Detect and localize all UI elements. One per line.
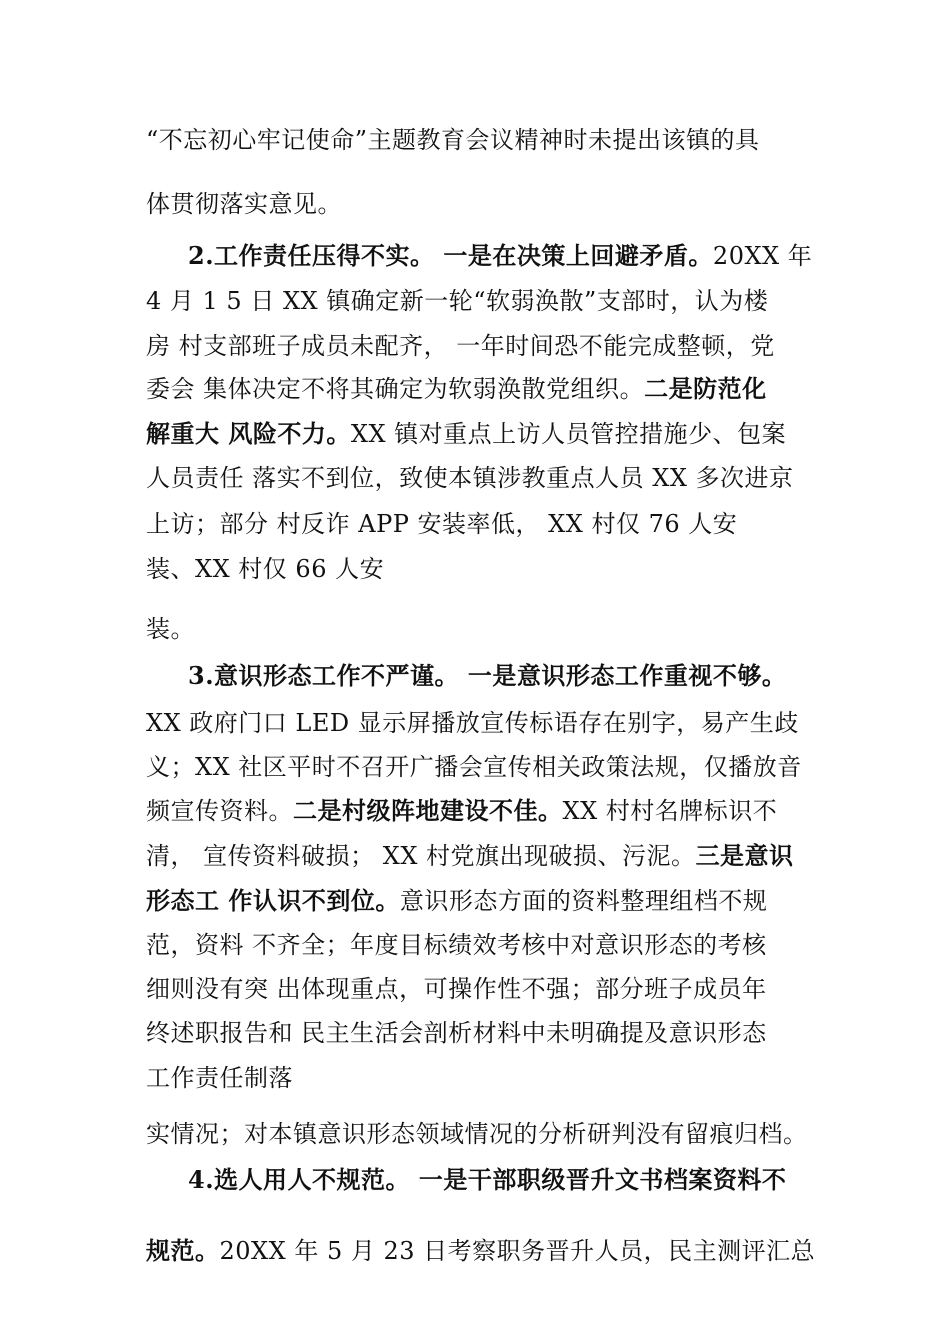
text-run: 房 村支部班子成员未配齐， 一年时间恐不能完成整顿，党 (146, 332, 775, 360)
text-line (146, 373, 767, 405)
text-line (188, 1164, 786, 1196)
text-run: 体贯彻落实意见。 (146, 190, 342, 218)
text-run: 意识形态方面的资料整理组档不规 (399, 887, 768, 915)
bold-text-run: 二是村级阵地建设不佳。 (293, 796, 563, 825)
text-line (146, 751, 802, 783)
text-line (146, 795, 777, 827)
text-run: 清， 宣传资料破损； XX 村党旗出现破损、污泥。 (146, 842, 696, 870)
text-run: 人员责任 落实不到位，致使本镇涉教重点人员 XX 多次进京 (146, 464, 794, 492)
text-line (146, 1017, 767, 1049)
text-run: 4 月 1 5 日 XX 镇确定新一轮“软弱涣散”支部时，认为楼 (146, 287, 769, 315)
text-run: XX 政府门口 LED 显示屏播放宣传标语存在别字，易产生歧 (146, 709, 799, 737)
bold-text-run: 三是意识 (695, 841, 794, 870)
bold-text-run: 形态工 作认识不到位。 (146, 886, 400, 915)
text-line (146, 973, 767, 1005)
text-run: 范，资料 不齐全；年度目标绩效考核中对意识形态的考核 (146, 931, 767, 959)
text-run: 终述职报告和 民主生活会剖析材料中未明确提及意识形态 (146, 1019, 767, 1047)
text-line (146, 508, 737, 540)
text-run: 频宣传资料。 (146, 797, 293, 825)
text-run: 工作责任制落 (146, 1064, 293, 1092)
text-line (146, 462, 794, 494)
text-line (146, 885, 767, 917)
text-line (146, 707, 799, 739)
text-line (146, 1235, 815, 1267)
text-line (146, 613, 195, 645)
text-run: 上访；部分 村反诈 APP 安装率低， XX 村仅 76 人安 (146, 510, 738, 538)
text-run: 装。 (146, 615, 195, 643)
text-line (146, 285, 768, 317)
text-run: 装、XX 村仅 66 人安 (146, 555, 385, 583)
text-line (146, 188, 342, 220)
text-run: 20XX 年 5 月 23 日考察职务晋升人员，民主测评汇总 (219, 1237, 816, 1265)
text-line (146, 330, 775, 362)
text-run: 实情况；对本镇意识形态领域情况的分析研判没有留痕归档。 (146, 1120, 808, 1148)
text-run: XX 村村名牌标识不 (562, 797, 778, 825)
text-line (188, 660, 786, 692)
text-run: 委会 集体决定不将其确定为软弱涣散党组织。 (146, 375, 645, 403)
text-run: 20XX 年 (712, 242, 813, 270)
bold-text-run: 3.意识形态工作不严谨。 一是意识形态工作重视不够。 (188, 661, 787, 690)
text-run: XX 镇对重点上访人员管控措施少、包案 (350, 420, 787, 448)
bold-text-run: 解重大 风险不力。 (146, 419, 351, 448)
text-run: 义；XX 社区平时不召开广播会宣传相关政策法规，仅播放音 (146, 753, 802, 781)
bold-text-run: 4.选人用人不规范。 一是干部职级晋升文书档案资料不 (188, 1165, 787, 1194)
text-line (146, 929, 767, 961)
text-line (146, 553, 384, 585)
text-line (146, 840, 794, 872)
text-line (146, 418, 786, 450)
text-run: “不忘初心牢记使命”主题教育会议精神时未提出该镇的具 (146, 126, 760, 154)
text-line (188, 240, 812, 272)
bold-text-run: 2.工作责任压得不实。 一是在决策上回避矛盾。 (188, 241, 713, 270)
bold-text-run: 二是防范化 (644, 374, 767, 403)
text-line (146, 1062, 293, 1094)
text-line (146, 1118, 808, 1150)
text-run: 细则没有突 出体现重点，可操作性不强；部分班子成员年 (146, 975, 767, 1003)
bold-text-run: 规范。 (146, 1236, 220, 1265)
text-line (146, 124, 760, 156)
